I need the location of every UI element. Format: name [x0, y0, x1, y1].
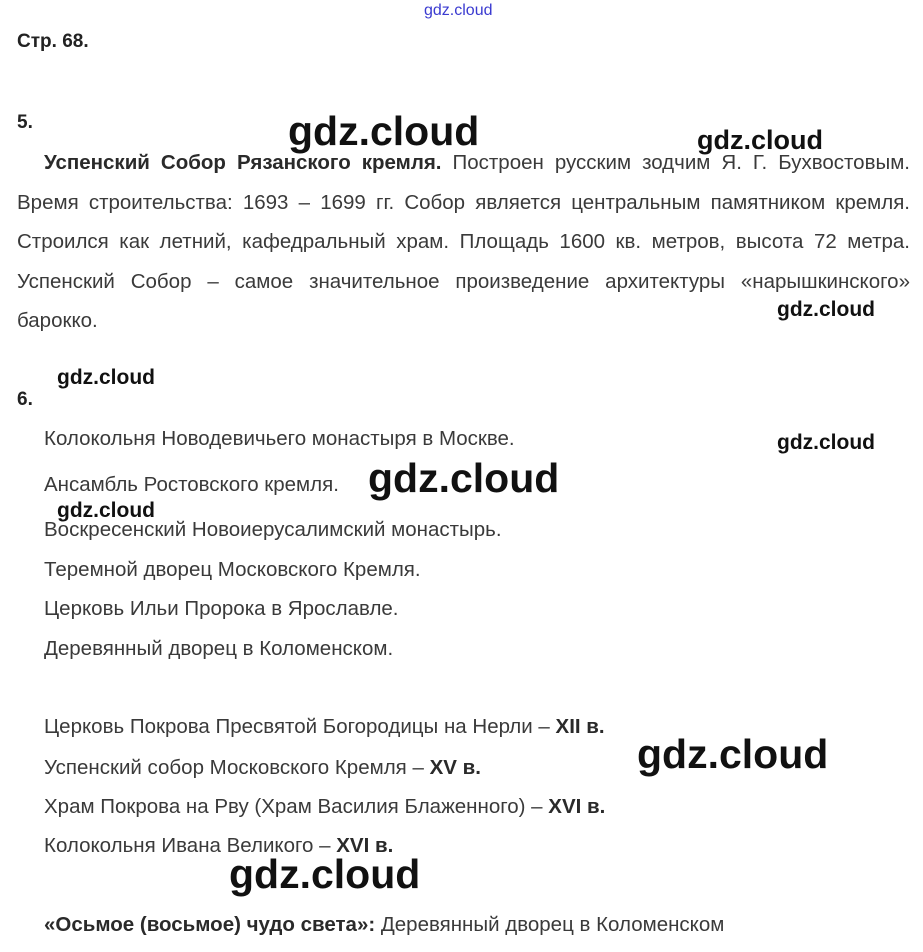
watermark: gdz.cloud	[57, 499, 155, 522]
watermark: gdz.cloud	[777, 298, 875, 321]
monument-item: Колокольня Новодевичьего монастыря в Москве.	[44, 427, 515, 450]
dated-monument	[44, 795, 605, 819]
task5-title: Успенский Собор Рязанского кремля.	[44, 151, 442, 174]
watermark: gdz.cloud	[288, 108, 480, 154]
dated-monument	[44, 715, 605, 739]
watermark: gdz.cloud	[57, 366, 155, 389]
task5-number: 5.	[17, 112, 33, 133]
dated-monument-century: XII в.	[555, 715, 605, 738]
watermark-top: gdz.cloud	[424, 2, 493, 19]
dated-monument-name: Церковь Покрова Пресвятой Богородицы на Нерли –	[44, 715, 550, 738]
monument-item: Церковь Ильи Пророка в Ярославле.	[44, 597, 399, 620]
monument-item: Теремной дворец Московского Кремля.	[44, 558, 421, 581]
dated-monument	[44, 756, 481, 780]
task6-number: 6.	[17, 389, 33, 410]
eighth-wonder	[44, 913, 724, 937]
eighth-wonder-text: Деревянный дворец в Коломенском	[380, 913, 725, 936]
dated-monument-name: Колокольня Ивана Великого –	[44, 834, 331, 857]
watermark: gdz.cloud	[368, 455, 560, 501]
dated-monument-century: XVI в.	[336, 834, 394, 857]
eighth-wonder-label: «Осьмое (восьмое) чудо света»:	[44, 913, 376, 936]
watermark: gdz.cloud	[637, 731, 829, 777]
dated-monument-name: Храм Покрова на Рву (Храм Василия Блаженного) –	[44, 795, 543, 818]
page-label: Стр. 68.	[17, 31, 89, 52]
watermark: gdz.cloud	[777, 431, 875, 454]
task5-text: Построен русским зодчим Я. Г. Бухвостовым. Время строительства: 1693 – 1699 гг. Собор является центральным памятником кремля. Строился как летний, кафедральный храм. Площадь 1600 кв. метров, высота 72 метра. Успенский Собор – самое значительное произведение архитектуры «нарышкинского» барокко.	[17, 151, 910, 332]
watermark: gdz.cloud	[697, 125, 823, 155]
dated-monument-name: Успенский собор Московского Кремля –	[44, 756, 424, 779]
monument-item: Воскресенский Новоиерусалимский монастырь.	[44, 518, 502, 541]
monument-item: Ансамбль Ростовского кремля.	[44, 473, 339, 496]
monument-item: Деревянный дворец в Коломенском.	[44, 637, 394, 660]
watermark: gdz.cloud	[229, 851, 421, 897]
dated-monument-century: XVI в.	[548, 795, 606, 818]
dated-monument-century: XV в.	[429, 756, 481, 779]
